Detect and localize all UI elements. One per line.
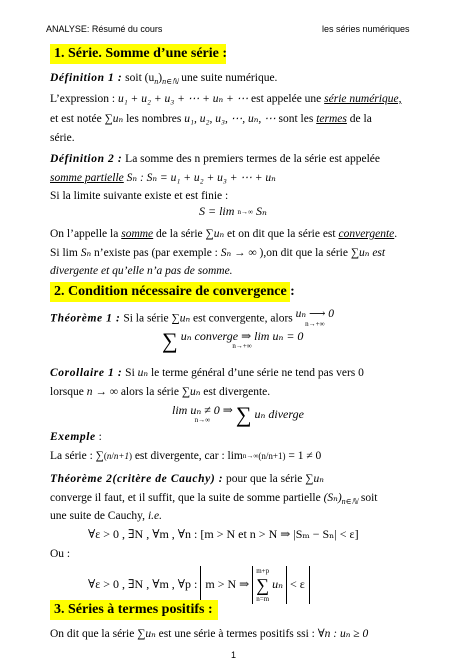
definition-1-line-3 [50,112,372,126]
example-colon: : [95,431,102,443]
cor1-l2a: lorsque [50,386,87,398]
thm2-sn: (Sₙ) [323,492,342,504]
def1-text: soit (u [122,72,155,84]
def1-l2a: L’expression : [50,93,118,105]
header-right: les séries numériques [322,24,410,34]
def1-l3b: les nombres [123,113,185,125]
def1-l2b: est appelée une [248,93,325,105]
definition-2-label: Définition 2 : [50,153,123,165]
cauchy2-quantifiers: ∀ε > 0 , ∃N , ∀m , ∀p : [88,576,198,591]
thm1-text2: est convergente, alors [190,312,296,325]
definition-2-line-3: Si la limite suivante existe et est finie : [50,190,229,202]
cauchy-formula-1: ∀ε > 0 , ∃N , ∀m , ∀n : [m > N et n > N ⇒ |Sₘ − Sₙ| < ε] [88,527,359,541]
example-c: = 1 ≠ 0 [285,450,322,462]
thm1-text: Si la série [120,312,172,325]
cauchy2-bracket [200,566,309,604]
def2-l5a: Si lim [50,247,81,259]
example-heading [50,430,102,444]
definition-1-label: Définition 1 : [50,72,123,84]
thm2-l1: pour que la série [223,473,306,485]
thm1-big-sum: ∑ [162,328,178,353]
cauchy-formula-2 [88,566,310,604]
definition-2-line-1 [50,152,380,166]
def1-sub2: n∈ℕ [162,77,179,86]
thm1-formula-block [181,331,304,351]
def1-l3d: de la [346,113,372,125]
s3-b: est une série à termes positifs ssi : [155,628,318,640]
def2-l5d: est [369,247,386,259]
thm1-arrow-expr: uₙ ⟶ 0 [295,308,335,320]
ou-label: Ou : [50,548,71,560]
def1-tail: ) [158,72,163,84]
def1-sub: n [154,77,159,86]
cauchy2-bot: n=m [256,595,270,603]
def1-l3a: et est notée [50,113,105,125]
cauchy2-end: < ε [290,576,305,591]
cauchy2-cond: m > N ⇒ [205,576,250,591]
thm2-l2b: soit [358,492,378,504]
def2-l5-sum: ∑uₙ [350,247,370,259]
thm2-sub: n∈ℕ [341,497,358,506]
definition-2-line-6: divergente et qu’elle n’a pas de somme. [50,265,233,277]
example-label: Exemple [50,431,96,443]
cor1-l2b: alors la série [117,386,182,398]
example-frac: (n/n+1) [103,451,132,462]
thm1-sum: ∑uₙ [171,312,191,325]
def2-example: Sₙ → ∞ [220,247,257,259]
limit-under [237,207,253,217]
def2-term-somme-partielle: somme partielle [50,172,124,184]
cor1-sum: ∑uₙ [181,386,201,398]
def2-l4b: de la série [153,228,206,240]
corollary-1-line-1 [50,366,364,380]
theorem-2-line-1 [50,472,324,486]
section-3-title: 3. Séries à termes positifs : [50,600,218,620]
thm1-formula-text: uₙ converge ⇒ lim uₙ = 0 [180,329,304,343]
definition-2-line-4 [50,227,397,241]
definition-1-line-4: série. [50,132,75,144]
cor1-l1b: le terme général d’une série ne tend pas vers 0 [148,367,364,379]
def2-term-convergente: convergente [338,228,395,240]
example-b: est divergente, car : lim [131,450,243,462]
s3-sum: ∑uₙ [137,628,156,640]
cor1-big-sum: ∑ [235,402,252,427]
cauchy2-sum-block [256,566,269,604]
s3-condition: ∀n : uₙ ≥ 0 [317,628,369,640]
definition-1-line-2 [50,92,401,106]
def1-term-serie-numerique: série numérique, [324,93,402,105]
example-line [50,447,321,465]
cauchy2-top: m+p [256,567,270,575]
limit-under-text: n→∞ [237,208,253,217]
def1-term-termes: termes [316,113,347,125]
thm2-ie: i.e. [147,510,162,522]
section-2-title: 2. Condition nécessaire de convergence : [50,282,290,302]
thm1-formula-under: n→+∞ [232,342,252,350]
thm2-l2a: converge il faut, et il suffit, que la suite de somme partielle [50,492,324,504]
theorem-1-formula [162,328,303,354]
cor1-formula-rhs: uₙ diverge [254,406,304,421]
def2-l5c: ),on dit que la série [256,247,351,259]
thm1-arrow-under: n→+∞ [305,320,325,328]
def1-series-expression: u₁ + u₂ + u₃ + ⋯ + uₙ + ⋯ [117,93,249,105]
definition-2-line-5 [50,246,385,260]
page-number: 1 [231,650,237,660]
limit-lhs: S = lim [199,204,235,218]
cor1-un: uₙ [137,367,149,379]
corollary-1-formula [172,402,304,428]
thm1-arrow [296,309,334,329]
cauchy2-sigma: ∑ [256,575,270,595]
limit-rhs: Sₙ [255,204,267,218]
example-frac-num: n [106,451,112,462]
def2-l4c: et on dit que la série est [224,228,339,240]
thm2-l3: une suite de Cauchy, [50,510,148,522]
definition-2-line-2 [50,171,276,185]
def2-partial-sum: Sₙ : Sₙ = u₁ + u₂ + u₃ + ⋯ + uₙ [123,172,276,184]
example-a: La série : ∑ [50,450,104,462]
def2-term-somme: somme [121,228,154,240]
limit-formula [199,204,267,219]
def2-l5-math: Sₙ [80,247,92,259]
def2-l1: La somme des n premiers termes de la série est appelée [122,153,380,165]
def2-l5b: n’existe pas (par exemple : [91,247,221,259]
example-lim-under: n→∞ [242,452,259,461]
def2-l4d: . [394,228,398,240]
cor1-l1: Si [122,367,138,379]
example-frac-den: n+1 [113,451,129,462]
s3-a: On dit que la série [50,628,138,640]
cor1-formula-under: n→∞ [194,416,211,424]
def1-end: une suite numérique. [178,72,278,84]
cor1-l2c: est divergente. [200,386,271,398]
cor1-formula-lim: lim uₙ ≠ 0 ⇒ [172,403,233,417]
def1-l3c: sont les [275,113,317,125]
section-1-title: 1. Série. Somme d’une série : [50,44,226,64]
cauchy2-term: uₙ [272,576,283,591]
example-frac-2: (n/n+1) [258,451,286,462]
def2-l4a: On l’appelle la [50,228,122,240]
theorem-1-line [50,309,334,329]
cor1-formula-block [172,405,233,425]
corollary-1-label: Corollaire 1 : [50,367,123,379]
theorem-1-label: Théorème 1 : [50,312,121,325]
cor1-n-to-inf: n → ∞ [86,386,118,398]
section-3-line [50,627,368,641]
theorem-2-line-3 [50,509,162,523]
def1-sum: ∑uₙ [104,113,124,125]
definition-1-line-1 [50,71,277,89]
corollary-1-line-2 [50,385,270,399]
def2-sum: ∑uₙ [205,228,225,240]
example-lim [243,451,259,461]
theorem-2-label: Théorème 2(critère de Cauchy) : [50,473,224,485]
header-left: ANALYSE: Résumé du cours [46,24,163,34]
def1-terms-list: u₁, u₂, u₃, ⋯, uₙ, ⋯ [184,113,276,125]
cauchy2-abs [252,566,287,604]
thm2-sum: ∑uₙ [305,473,324,485]
theorem-2-line-2 [50,491,378,509]
